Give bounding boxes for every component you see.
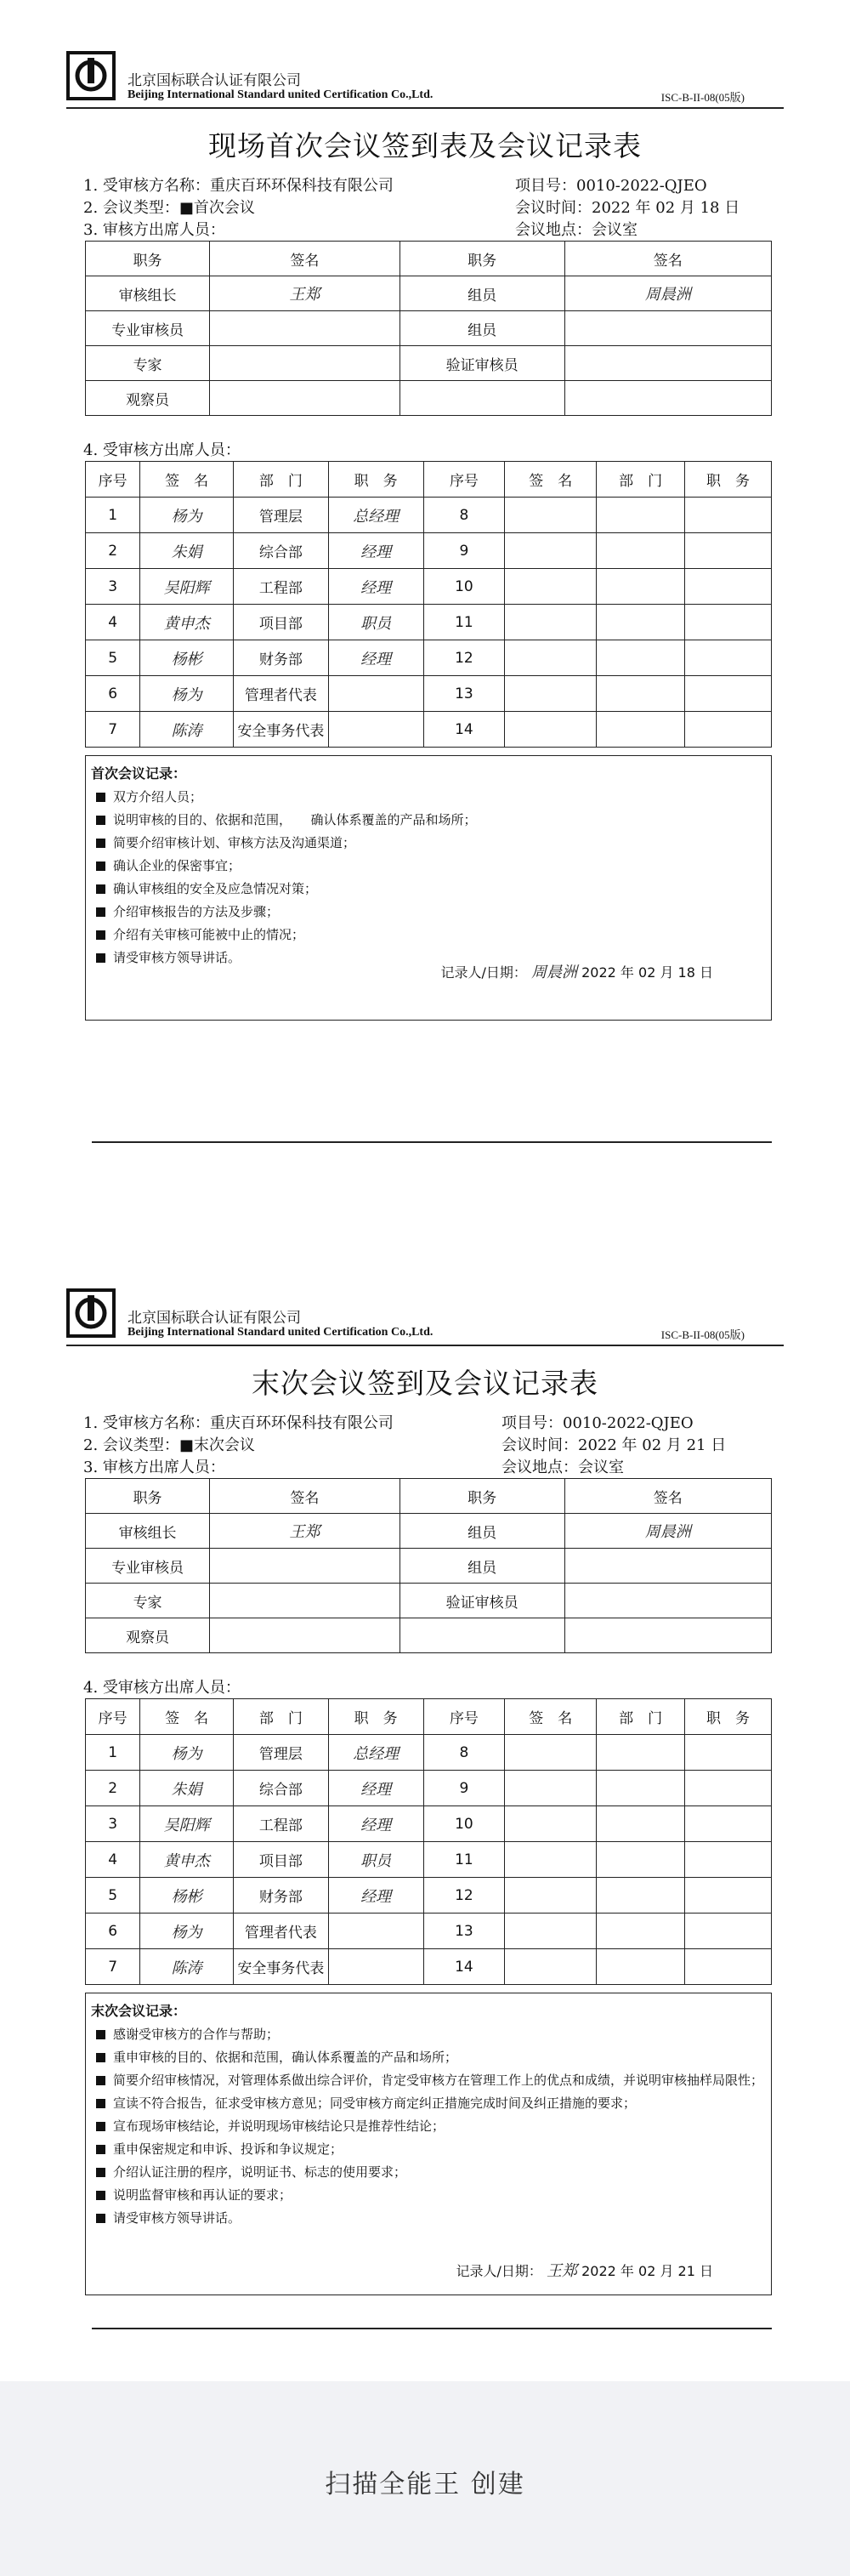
- auditor-table: [85, 1478, 772, 1653]
- record-list: [86, 2023, 771, 2230]
- attendee-table: [85, 1698, 772, 1985]
- list-item: 请受审核方领导讲话。: [96, 2207, 771, 2230]
- project-no-line: 项目号：0010-2022-QJEO: [502, 1414, 694, 1432]
- table-row: 7 陈涛 安全事务代表 14: [86, 1949, 772, 1985]
- table-row: 4 黄申杰 项目部 职员 11: [86, 605, 772, 640]
- recorder-line: 记录人/日期： 周晨洲 2022 年 02 月 18 日: [440, 964, 713, 981]
- signature: 周晨洲: [564, 1514, 771, 1549]
- table-row: 3 吴阳辉 工程部 经理 10: [86, 569, 772, 605]
- table-row: 审核组长 王郑 组员 周晨洲: [86, 276, 772, 311]
- signature: 朱娟: [140, 1771, 234, 1806]
- org-name-cn: 北京国标联合认证有限公司: [128, 72, 301, 89]
- meeting-place-line: 会议地点：会议室: [515, 221, 638, 239]
- company-logo-icon: [66, 1288, 116, 1338]
- signature: 黄申杰: [140, 605, 234, 640]
- meeting-time: 2022 年 02 月 21 日: [578, 1436, 727, 1454]
- signature: 杨为: [140, 498, 234, 533]
- signature: 杨为: [140, 1914, 234, 1949]
- table-row: 专家 验证审核员: [86, 1584, 772, 1618]
- recorder-date: 2022 年 02 月 18 日: [581, 964, 713, 981]
- audited-party-line: 1. 受审核方名称：重庆百环环保科技有限公司: [83, 1414, 394, 1432]
- list-item: 双方介绍人员；: [96, 786, 771, 809]
- signature: 吴阳辉: [140, 1806, 234, 1842]
- table-row: 观察员: [86, 1618, 772, 1653]
- table-header-row: 序号 签 名 部 门 职 务 序号 签 名 部 门 职 务: [86, 1699, 772, 1735]
- table-row: 1 杨为 管理层 总经理 8: [86, 1735, 772, 1771]
- record-title: 末次会议记录：: [91, 2003, 187, 2019]
- audited-party-name: 重庆百环环保科技有限公司: [209, 177, 394, 195]
- list-item: 感谢受审核方的合作与帮助；: [96, 2023, 771, 2046]
- meeting-time-line: 会议时间：2022 年 02 月 18 日: [515, 199, 740, 217]
- project-no: 0010-2022-QJEO: [576, 177, 707, 195]
- org-name-en: Beijing International Standard united Certification Co.,Ltd.: [128, 1326, 434, 1339]
- table-header-row: 序号 签 名 部 门 职 务 序号 签 名 部 门 职 务: [86, 462, 772, 498]
- signature: 朱娟: [140, 533, 234, 569]
- list-item: 介绍认证注册的程序，说明证书、标志的使用要求；: [96, 2161, 771, 2184]
- signature: 周晨洲: [531, 964, 578, 981]
- list-item: 介绍有关审核可能被中止的情况；: [96, 924, 771, 947]
- table-row: 3 吴阳辉 工程部 经理 10: [86, 1806, 772, 1842]
- recorder-date: 2022 年 02 月 21 日: [581, 2263, 713, 2279]
- auditor-table: [85, 241, 772, 416]
- meeting-type: ■末次会议: [178, 1436, 255, 1454]
- meeting-time-line: 会议时间：2022 年 02 月 21 日: [502, 1436, 727, 1454]
- table-row: 1 杨为 管理层 总经理 8: [86, 498, 772, 533]
- meeting-time: 2022 年 02 月 18 日: [592, 199, 740, 217]
- signature: 杨彬: [140, 640, 234, 676]
- meeting-place: 会议室: [592, 221, 638, 239]
- header-divider: [66, 107, 784, 109]
- list-item: 简要介绍审核计划、审核方法及沟通渠道；: [96, 832, 771, 855]
- attendee-table: [85, 461, 772, 748]
- form-code: ISC-B-II-08(05版): [660, 1328, 745, 1341]
- page-separator: [92, 2328, 772, 2329]
- list-item: 确认企业的保密事宜；: [96, 855, 771, 878]
- project-no-line: 项目号：0010-2022-QJEO: [515, 177, 707, 195]
- audited-party-line: 1. 受审核方名称：重庆百环环保科技有限公司: [83, 177, 394, 195]
- auditors-label: 3. 审核方出席人员：: [83, 221, 225, 239]
- list-item: 重申保密规定和申诉、投诉和争议规定；: [96, 2138, 771, 2161]
- auditors-label: 3. 审核方出席人员：: [83, 1459, 225, 1476]
- list-item: 请受审核方领导讲话。: [96, 947, 771, 970]
- page-title: 现场首次会议签到表及会议记录表: [208, 129, 642, 162]
- project-no: 0010-2022-QJEO: [563, 1414, 694, 1432]
- list-item: 重申审核的目的、依据和范围，确认体系覆盖的产品和场所；: [96, 2046, 771, 2069]
- table-row: 7 陈涛 安全事务代表 14: [86, 712, 772, 748]
- attendees-label: 4. 受审核方出席人员：: [83, 1679, 241, 1697]
- page-title: 末次会议签到及会议记录表: [252, 1367, 598, 1400]
- table-row: 专家 验证审核员: [86, 346, 772, 381]
- org-name-en: Beijing International Standard united Certification Co.,Ltd.: [128, 88, 434, 101]
- signature: 王郑: [210, 1514, 400, 1549]
- table-row: 专业审核员 组员: [86, 1549, 772, 1584]
- record-title: 首次会议记录：: [91, 765, 187, 782]
- table-row: 审核组长 王郑 组员 周晨洲: [86, 1514, 772, 1549]
- signature: 陈涛: [140, 1949, 234, 1985]
- table-row: 6 杨为 管理者代表 13: [86, 1914, 772, 1949]
- table-row: 2 朱娟 综合部 经理 9: [86, 1771, 772, 1806]
- list-item: 说明监督审核和再认证的要求；: [96, 2184, 771, 2207]
- record-list: [86, 786, 771, 970]
- table-header-row: 职务 签名 职务 签名: [86, 1479, 772, 1514]
- signature: 周晨洲: [564, 276, 771, 311]
- list-item: 说明审核的目的、依据和范围， 确认体系覆盖的产品和场所；: [96, 809, 771, 832]
- table-header-row: 职务 签名 职务 签名: [86, 242, 772, 276]
- scanner-app-label: 扫描全能王 创建: [325, 2470, 525, 2499]
- attendees-label: 4. 受审核方出席人员：: [83, 441, 241, 459]
- scanner-footer: [0, 2381, 850, 2576]
- meeting-place-line: 会议地点：会议室: [502, 1459, 624, 1476]
- list-item: 宣读不符合报告，征求受审核方意见；同受审核方商定纠正措施完成时间及纠正措施的要求；: [96, 2092, 771, 2115]
- table-row: 4 黄申杰 项目部 职员 11: [86, 1842, 772, 1878]
- signature: 王郑: [547, 2262, 578, 2280]
- header-divider: [66, 1345, 784, 1346]
- table-row: 观察员: [86, 381, 772, 416]
- company-logo-icon: [66, 51, 116, 100]
- signature: 杨为: [140, 1735, 234, 1771]
- list-item: 简要介绍审核情况，对管理体系做出综合评价，肯定受审核方在管理工作上的优点和成绩，并说明审核抽样局限性；: [96, 2069, 771, 2092]
- page-separator: [92, 1141, 772, 1143]
- org-name-cn: 北京国标联合认证有限公司: [128, 1310, 301, 1327]
- list-item: 宣布现场审核结论，并说明现场审核结论只是推荐性结论；: [96, 2115, 771, 2138]
- list-item: 介绍审核报告的方法及步骤；: [96, 901, 771, 924]
- recorder-line: 记录人/日期： 王郑 2022 年 02 月 21 日: [456, 2262, 713, 2280]
- table-row: 专业审核员 组员: [86, 311, 772, 346]
- table-row: 5 杨彬 财务部 经理 12: [86, 1878, 772, 1914]
- meeting-record-box: [85, 755, 772, 1021]
- signature: 王郑: [210, 276, 400, 311]
- meeting-type-line: 2. 会议类型：■首次会议: [83, 199, 255, 217]
- form-code: ISC-B-II-08(05版): [660, 91, 745, 104]
- signature: 黄申杰: [140, 1842, 234, 1878]
- table-row: 5 杨彬 财务部 经理 12: [86, 640, 772, 676]
- meeting-type-line: 2. 会议类型：■末次会议: [83, 1436, 255, 1454]
- meeting-place: 会议室: [578, 1459, 624, 1476]
- signature: 陈涛: [140, 712, 234, 748]
- meeting-type: ■首次会议: [178, 199, 255, 217]
- audited-party-name: 重庆百环环保科技有限公司: [209, 1414, 394, 1432]
- meeting-record-box: [85, 1993, 772, 2295]
- table-row: 6 杨为 管理者代表 13: [86, 676, 772, 712]
- signature: 杨为: [140, 676, 234, 712]
- table-row: 2 朱娟 综合部 经理 9: [86, 533, 772, 569]
- list-item: 确认审核组的安全及应急情况对策；: [96, 878, 771, 901]
- signature: 杨彬: [140, 1878, 234, 1914]
- signature: 吴阳辉: [140, 569, 234, 605]
